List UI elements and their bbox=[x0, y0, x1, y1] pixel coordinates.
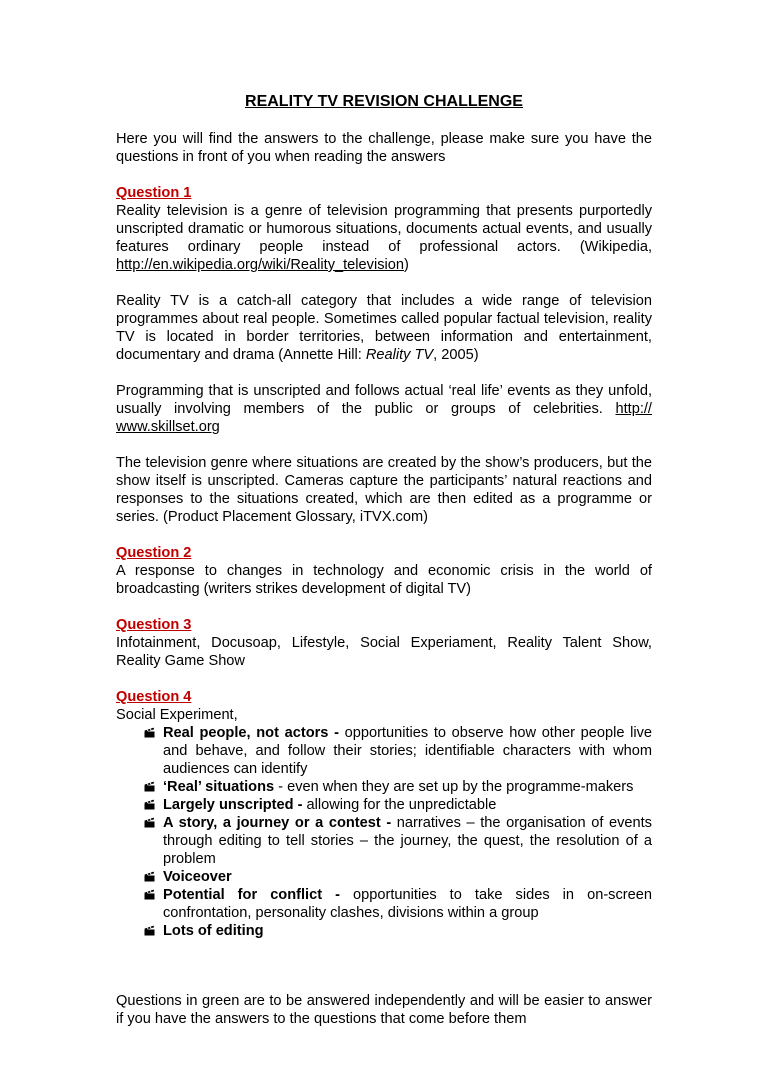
question-4-bullet-list bbox=[116, 724, 652, 940]
bullet-text: opportunities to take sides in on-screen confrontation, personality clashes, divisions within a group bbox=[163, 887, 652, 921]
document-page bbox=[116, 92, 652, 1046]
wikipedia-link[interactable]: http://en.wikipedia.org/wiki/Reality_television bbox=[116, 257, 404, 273]
question-4-heading: Question 4 bbox=[116, 689, 192, 705]
bullet-item bbox=[116, 724, 652, 778]
bullet-item bbox=[116, 922, 652, 940]
bullet-text: opportunities to observe how other people live and behave, and follow their stories; identifiable characters with whom audiences can identify bbox=[163, 725, 653, 777]
bullet-bold-text: Real people, not actors - bbox=[163, 725, 339, 741]
q1-definition-3 bbox=[116, 382, 652, 436]
bullet-item bbox=[116, 814, 652, 868]
question-3-heading: Question 3 bbox=[116, 617, 192, 633]
question-3-text: Infotainment, Docusoap, Lifestyle, Social Experiament, Reality Talent Show, Reality Game Show bbox=[116, 635, 652, 669]
bullet-bold-text: Potential for conflict - bbox=[163, 887, 340, 903]
question-1-section bbox=[116, 184, 652, 274]
bullet-item bbox=[116, 868, 652, 886]
question-4-section bbox=[116, 688, 652, 940]
bullet-bold-text: Voiceover bbox=[163, 869, 232, 885]
bullet-item bbox=[116, 886, 652, 922]
clapperboard-icon bbox=[144, 925, 155, 936]
bullet-text: - even when they are set up by the programme-makers bbox=[274, 779, 634, 795]
bullet-bold-text: Largely unscripted - bbox=[163, 797, 303, 813]
clapperboard-icon bbox=[144, 781, 155, 792]
q1-definition-4: The television genre where situations are created by the show’s producers, but the show itself is unscripted. Cameras capture the participants’ natural reactions and responses to the situations created, which are then edited as a programme or series. (Product Placement Glossary, iTVX.com) bbox=[116, 455, 652, 525]
q1-definition-2-italic: Reality TV bbox=[365, 347, 434, 363]
question-4-intro: Social Experiment, bbox=[116, 707, 238, 723]
clapperboard-icon bbox=[144, 871, 155, 882]
bullet-text: allowing for the unpredictable bbox=[302, 797, 497, 813]
question-2-section bbox=[116, 544, 652, 598]
skillset-link[interactable]: http:// www.skillset.org bbox=[116, 401, 652, 435]
q1-definition-3-text: Programming that is unscripted and follows actual ‘real life’ events as they unfold, usually involving members of the public or groups of celebrities. bbox=[116, 383, 652, 417]
page-title: REALITY TV REVISION CHALLENGE bbox=[245, 93, 523, 110]
q1-definition-2-end: , 2005) bbox=[433, 347, 479, 363]
q1-definition-1-end: ) bbox=[403, 257, 409, 273]
question-2-text: A response to changes in technology and economic crisis in the world of broadcasting (writers strikes development of digital TV) bbox=[116, 563, 652, 597]
question-2-heading: Question 2 bbox=[116, 545, 192, 561]
bullet-bold-text: Lots of editing bbox=[163, 923, 264, 939]
clapperboard-icon bbox=[144, 817, 155, 828]
clapperboard-icon bbox=[144, 799, 155, 810]
q1-definition-2 bbox=[116, 292, 652, 364]
clapperboard-icon bbox=[144, 727, 155, 738]
intro-paragraph: Here you will find the answers to the challenge, please make sure you have the questions in front of you when reading the answers bbox=[116, 131, 652, 165]
bullet-item bbox=[116, 796, 652, 814]
question-3-section bbox=[116, 616, 652, 670]
bullet-bold-text: ‘Real’ situations bbox=[163, 779, 275, 795]
clapperboard-icon bbox=[144, 889, 155, 900]
bullet-bold-text: A story, a journey or a contest - bbox=[163, 815, 392, 831]
q1-definition-2-text: Reality TV is a catch-all category that includes a wide range of television programmes about real people. Sometimes called popular factual television, reality TV is located in border territories, between information and entertainment, documentary and drama (Annette Hill: bbox=[116, 293, 652, 363]
bullet-text: narratives – the organisation of events through editing to tell stories – the journey, the quest, the resolution of a problem bbox=[163, 815, 652, 867]
question-1-heading: Question 1 bbox=[116, 185, 192, 201]
q1-definition-1-text: Reality television is a genre of television programming that presents purportedly unscripted dramatic or humorous situations, documents actual events, and usually features ordinary people instead of professional actors. (Wikipedia, bbox=[116, 203, 652, 255]
footer-note: Questions in green are to be answered independently and will be easier to answer if you have the answers to the questions that come before them bbox=[116, 993, 652, 1027]
bullet-item bbox=[116, 778, 652, 796]
